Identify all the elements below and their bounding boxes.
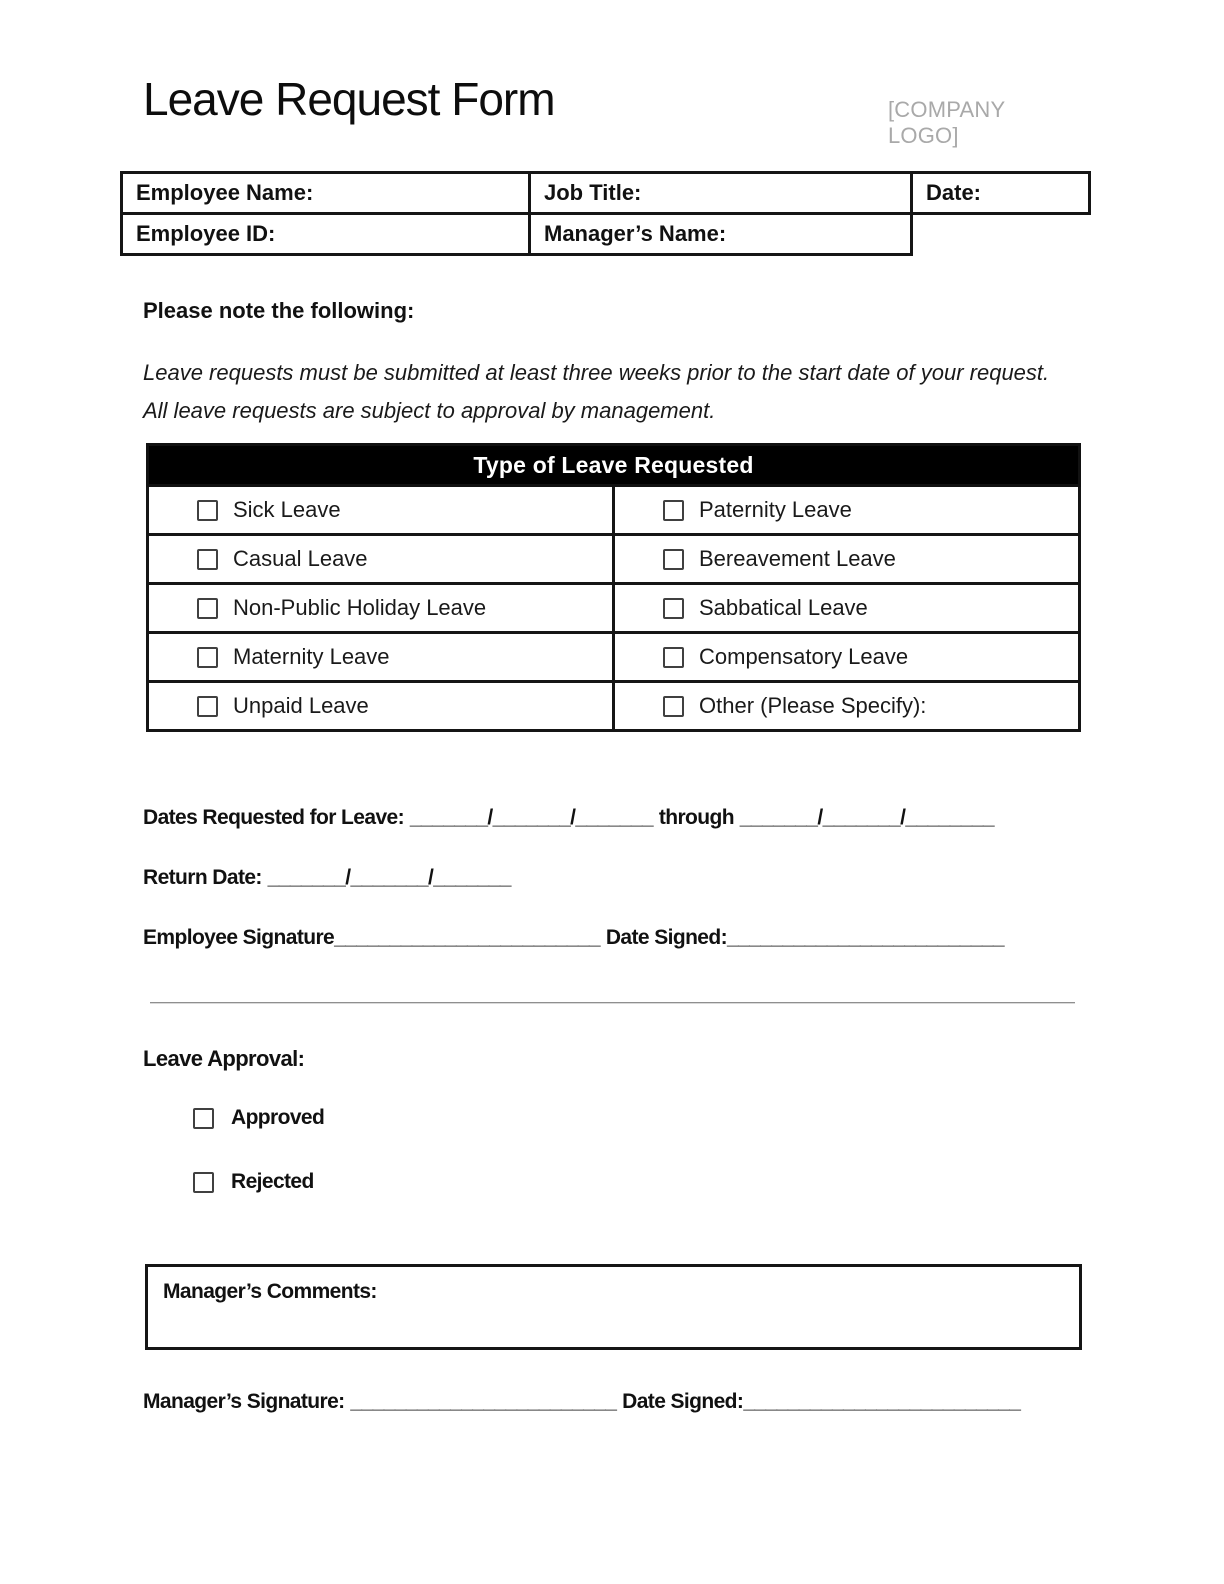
employee-signature-blank[interactable]: ________________________ — [334, 926, 600, 949]
manager-name-field[interactable]: Manager’s Name: — [530, 214, 912, 255]
checkbox-sabbatical-leave[interactable] — [663, 598, 684, 619]
leave-option-label: Maternity Leave — [233, 644, 390, 669]
rejected-option — [193, 1170, 314, 1194]
page-title: Leave Request Form — [143, 73, 555, 125]
dates-from-blank[interactable]: _______/_______/_______ — [409, 806, 653, 829]
dates-requested-label: Dates Requested for Leave: — [143, 806, 404, 829]
employee-name-field[interactable]: Employee Name: — [122, 173, 530, 214]
employee-signature-label: Employee Signature — [143, 926, 335, 949]
checkbox-other-leave[interactable] — [663, 696, 684, 717]
manager-signature-line — [143, 1390, 1020, 1414]
return-date-label: Return Date: — [143, 866, 262, 889]
checkbox-unpaid-leave[interactable] — [197, 696, 218, 717]
job-title-field[interactable]: Job Title: — [530, 173, 912, 214]
leave-table-row — [148, 535, 1080, 584]
checkbox-bereavement-leave[interactable] — [663, 549, 684, 570]
leave-option-label: Paternity Leave — [699, 497, 852, 522]
checkbox-paternity-leave[interactable] — [663, 500, 684, 521]
through-label: through — [658, 806, 734, 829]
manager-date-signed-blank[interactable]: _________________________ — [743, 1390, 1021, 1413]
approved-label: Approved — [231, 1106, 325, 1129]
dates-to-blank[interactable]: _______/_______/________ — [739, 806, 994, 829]
manager-date-signed-label: Date Signed: — [622, 1390, 744, 1413]
leave-approval-heading: Leave Approval: — [143, 1046, 305, 1071]
leave-type-table — [146, 443, 1081, 732]
leave-option-label: Unpaid Leave — [233, 693, 369, 718]
leave-option-label: Casual Leave — [233, 546, 368, 571]
leave-table-row — [148, 486, 1080, 535]
note-heading: Please note the following: — [143, 298, 415, 323]
checkbox-non-public-holiday-leave[interactable] — [197, 598, 218, 619]
return-date-blank[interactable]: _______/_______/_______ — [267, 866, 511, 889]
checkbox-maternity-leave[interactable] — [197, 647, 218, 668]
checkbox-approved[interactable] — [193, 1108, 214, 1129]
leave-table-row — [148, 682, 1080, 731]
leave-table-row — [148, 584, 1080, 633]
manager-signature-blank[interactable]: ________________________ — [350, 1390, 617, 1413]
employee-info-table — [120, 171, 1091, 256]
leave-table-header: Type of Leave Requested — [148, 445, 1080, 486]
employee-id-field[interactable]: Employee ID: — [122, 214, 530, 255]
manager-comments-box[interactable] — [145, 1264, 1082, 1350]
note-body-line-1: Leave requests must be submitted at least three weeks prior to the start date of your request. — [143, 360, 1050, 385]
checkbox-casual-leave[interactable] — [197, 549, 218, 570]
checkbox-compensatory-leave[interactable] — [663, 647, 684, 668]
leave-option-label: Other (Please Specify): — [699, 693, 927, 718]
note-body — [143, 354, 1063, 430]
checkbox-rejected[interactable] — [193, 1172, 214, 1193]
approved-option — [193, 1106, 324, 1130]
leave-option-label: Non-Public Holiday Leave — [233, 595, 487, 620]
leave-option-label: Sick Leave — [233, 497, 341, 522]
section-divider — [150, 1002, 1075, 1004]
leave-option-label: Bereavement Leave — [699, 546, 896, 571]
employee-date-signed-label: Date Signed: — [605, 926, 727, 949]
leave-table-header-row — [148, 445, 1080, 486]
employee-signature-line — [143, 926, 1004, 950]
info-row-1 — [122, 173, 1090, 214]
employee-date-signed-blank[interactable]: _________________________ — [727, 926, 1004, 949]
info-row-2 — [122, 214, 1090, 255]
leave-option-label: Compensatory Leave — [699, 644, 909, 669]
checkbox-sick-leave[interactable] — [197, 500, 218, 521]
date-field[interactable]: Date: — [912, 173, 1090, 214]
rejected-label: Rejected — [231, 1170, 314, 1193]
manager-signature-label: Manager’s Signature: — [143, 1390, 345, 1413]
company-logo-placeholder: [COMPANY LOGO] — [888, 97, 1005, 148]
dates-requested-line — [143, 806, 994, 830]
return-date-line — [143, 866, 511, 890]
leave-table-row — [148, 633, 1080, 682]
manager-comments-label: Manager’s Comments: — [163, 1280, 377, 1303]
note-body-line-2: All leave requests are subject to approval by management. — [143, 398, 716, 423]
leave-option-label: Sabbatical Leave — [699, 595, 868, 620]
